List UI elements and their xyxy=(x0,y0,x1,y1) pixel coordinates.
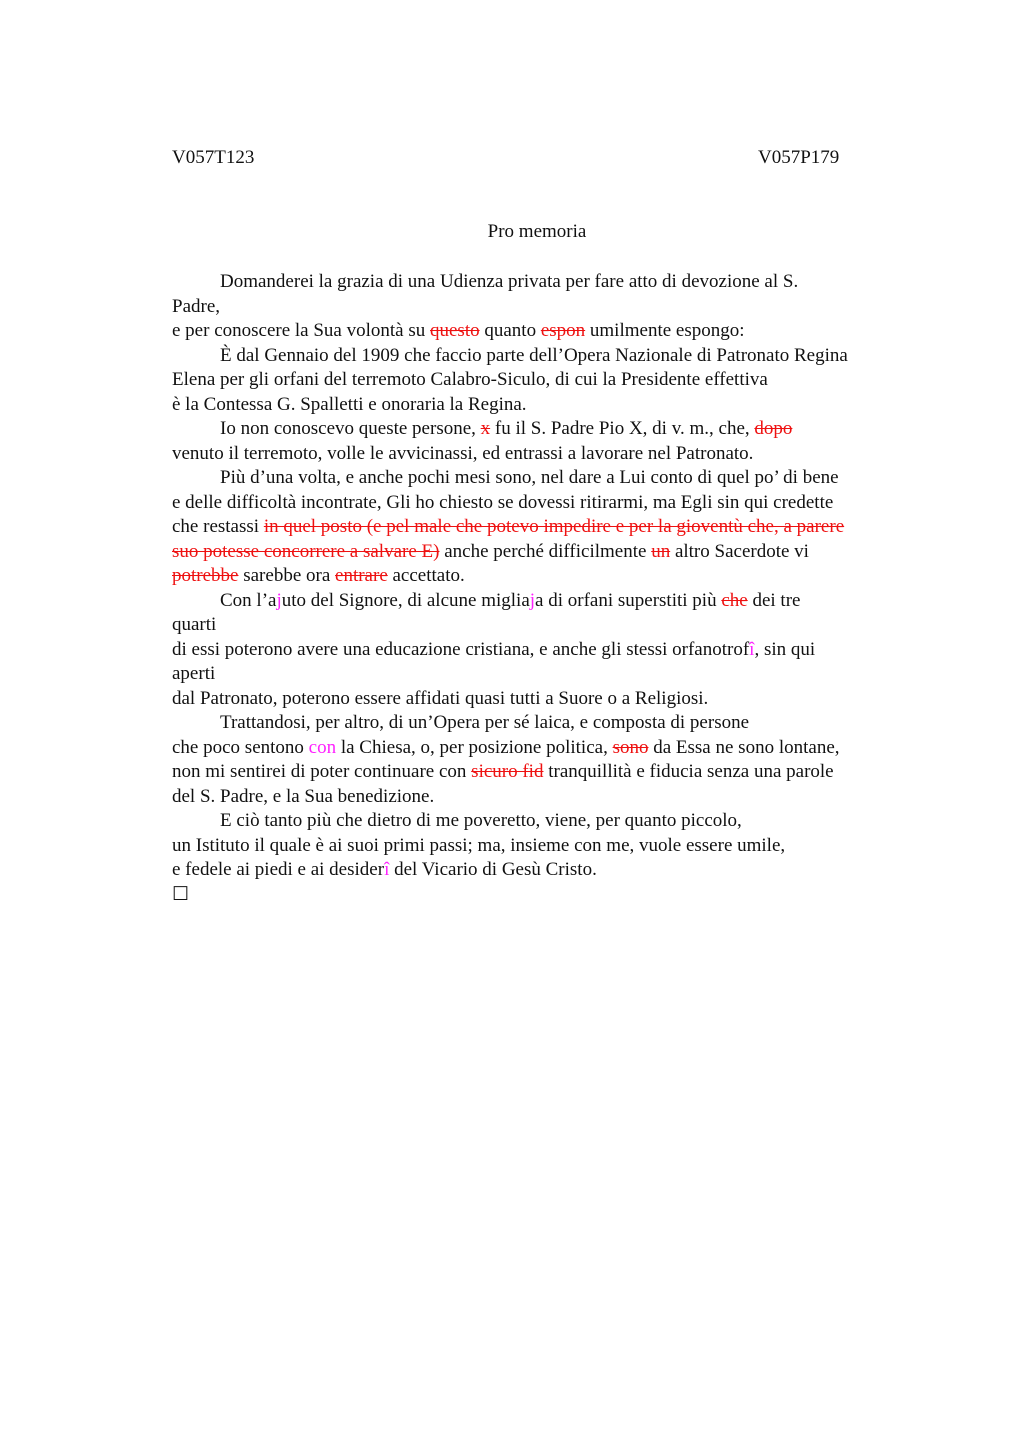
added-text: j xyxy=(276,589,282,611)
text-segment: dal Patronato, poterono essere affidati quasi tutti a Suore o a Religiosi. xyxy=(172,687,709,709)
end-box-icon: ☐ xyxy=(172,883,190,905)
text-line xyxy=(172,687,912,712)
text-segment: a di orfani superstiti più xyxy=(535,589,722,611)
deleted-text: un xyxy=(651,540,671,562)
header-right-code: V057P179 xyxy=(758,147,840,168)
deleted-text: questo xyxy=(430,320,480,341)
text-segment: uto del Signore, di alcune miglia xyxy=(281,589,530,611)
text-line xyxy=(172,785,912,810)
text-segment: accettato. xyxy=(387,565,465,586)
text-line xyxy=(172,736,912,761)
added-text: j xyxy=(529,589,536,611)
text-segment: altro Sacerdote vi xyxy=(670,540,809,562)
deleted-text: sicuro fid xyxy=(471,761,544,782)
text-segment: fu il S. Padre Pio X, di v. m., che, xyxy=(490,418,755,439)
deleted-text: che xyxy=(721,589,748,611)
text-segment: umilmente espongo: xyxy=(585,320,745,341)
deleted-text: sono xyxy=(612,736,649,758)
text-segment: Padre, xyxy=(172,295,221,317)
text-segment: del S. Padre, e la Sua benedizione. xyxy=(172,785,435,807)
text-segment: e per conoscere la Sua volontà su xyxy=(172,320,430,341)
text-segment: di essi poterono avere una educazione cristiana, e anche gli stessi orfanotrof xyxy=(172,638,750,660)
text-line xyxy=(172,858,912,883)
text-segment: È dal Gennaio del 1909 che faccio parte dell’Opera Nazionale di Patronato Regina xyxy=(220,344,848,366)
text-segment: che restassi xyxy=(172,516,264,537)
text-line xyxy=(172,589,912,614)
text-segment: e delle difficoltà incontrate, Gli ho chiesto se dovessi ritirarmi, ma Egli sin qui credette xyxy=(172,491,834,513)
text-segment: che poco sentono xyxy=(172,736,309,758)
text-line xyxy=(172,711,912,736)
text-line xyxy=(172,515,912,540)
text-segment: Io non conoscevo queste persone, xyxy=(220,418,481,439)
text-line xyxy=(172,270,912,295)
added-text: con xyxy=(308,736,337,758)
text-line xyxy=(172,638,912,663)
text-segment: sarebbe ora xyxy=(238,565,336,586)
text-line xyxy=(172,564,912,589)
text-segment: dei tre xyxy=(747,589,801,611)
text-segment: Più d’una volta, e anche pochi mesi sono, nel dare a Lui conto di quel po’ di bene xyxy=(220,467,839,488)
text-segment: del Vicario di Gesù Cristo. xyxy=(389,859,597,880)
text-line xyxy=(172,417,912,442)
text-segment: un Istituto il quale è ai suoi primi passi; ma, insieme con me, vuole essere umile, xyxy=(172,834,786,856)
text-segment: anche perché difficilmente xyxy=(439,540,652,562)
document-title: Pro memoria xyxy=(487,221,587,242)
deleted-text: in quel posto (e pel male che potevo impedire e per la gioventù che, a parere xyxy=(263,516,845,537)
text-line xyxy=(172,344,912,369)
text-segment: da Essa ne sono lontane, xyxy=(648,736,840,758)
text-segment: Con l’a xyxy=(220,589,277,611)
text-segment: tranquillità e fiducia senza una parole xyxy=(543,761,834,782)
document-body xyxy=(172,270,912,907)
deleted-text: suo potesse concorrere a salvare E) xyxy=(172,540,440,562)
added-text: î xyxy=(749,638,755,660)
text-segment: quarti xyxy=(172,614,217,635)
text-line xyxy=(172,491,912,516)
header-left-code: V057T123 xyxy=(172,147,255,168)
added-text: î xyxy=(384,859,390,880)
text-segment: Elena per gli orfani del terremoto Calabro-Siculo, di cui la Presidente effettiva xyxy=(172,369,768,390)
text-segment: quanto xyxy=(479,320,541,341)
deleted-text: entrare xyxy=(335,565,388,586)
text-segment: Domanderei la grazia di una Udienza privata per fare atto di devozione al S. xyxy=(220,271,799,292)
text-line xyxy=(172,368,912,393)
text-line xyxy=(172,319,912,344)
text-line xyxy=(172,442,912,467)
text-line xyxy=(172,540,912,565)
deleted-text: x xyxy=(480,418,491,439)
text-line xyxy=(172,613,912,638)
text-line xyxy=(172,662,912,687)
deleted-text: potrebbe xyxy=(172,565,239,586)
text-segment: e fedele ai piedi e ai desider xyxy=(172,859,385,880)
text-line xyxy=(172,393,912,418)
text-line xyxy=(172,760,912,785)
text-segment: non mi sentirei di poter continuare con xyxy=(172,761,472,782)
text-line xyxy=(172,809,912,834)
text-line xyxy=(172,295,912,320)
deleted-text: dopo xyxy=(754,418,793,439)
text-segment: è la Contessa G. Spalletti e onoraria la Regina. xyxy=(172,393,527,415)
text-segment: Trattandosi, per altro, di un’Opera per sé laica, e composta di persone xyxy=(220,712,750,733)
text-line xyxy=(172,834,912,859)
text-segment: aperti xyxy=(172,663,216,684)
text-segment: la Chiesa, o, per posizione politica, xyxy=(336,736,613,758)
text-segment: , sin qui xyxy=(754,638,816,660)
text-segment: E ciò tanto più che dietro di me poveretto, viene, per quanto piccolo, xyxy=(220,810,742,831)
text-segment: venuto il terremoto, volle le avvicinassi, ed entrassi a lavorare nel Patronato. xyxy=(172,442,754,464)
text-line xyxy=(172,466,912,491)
deleted-text: espon xyxy=(540,320,586,341)
